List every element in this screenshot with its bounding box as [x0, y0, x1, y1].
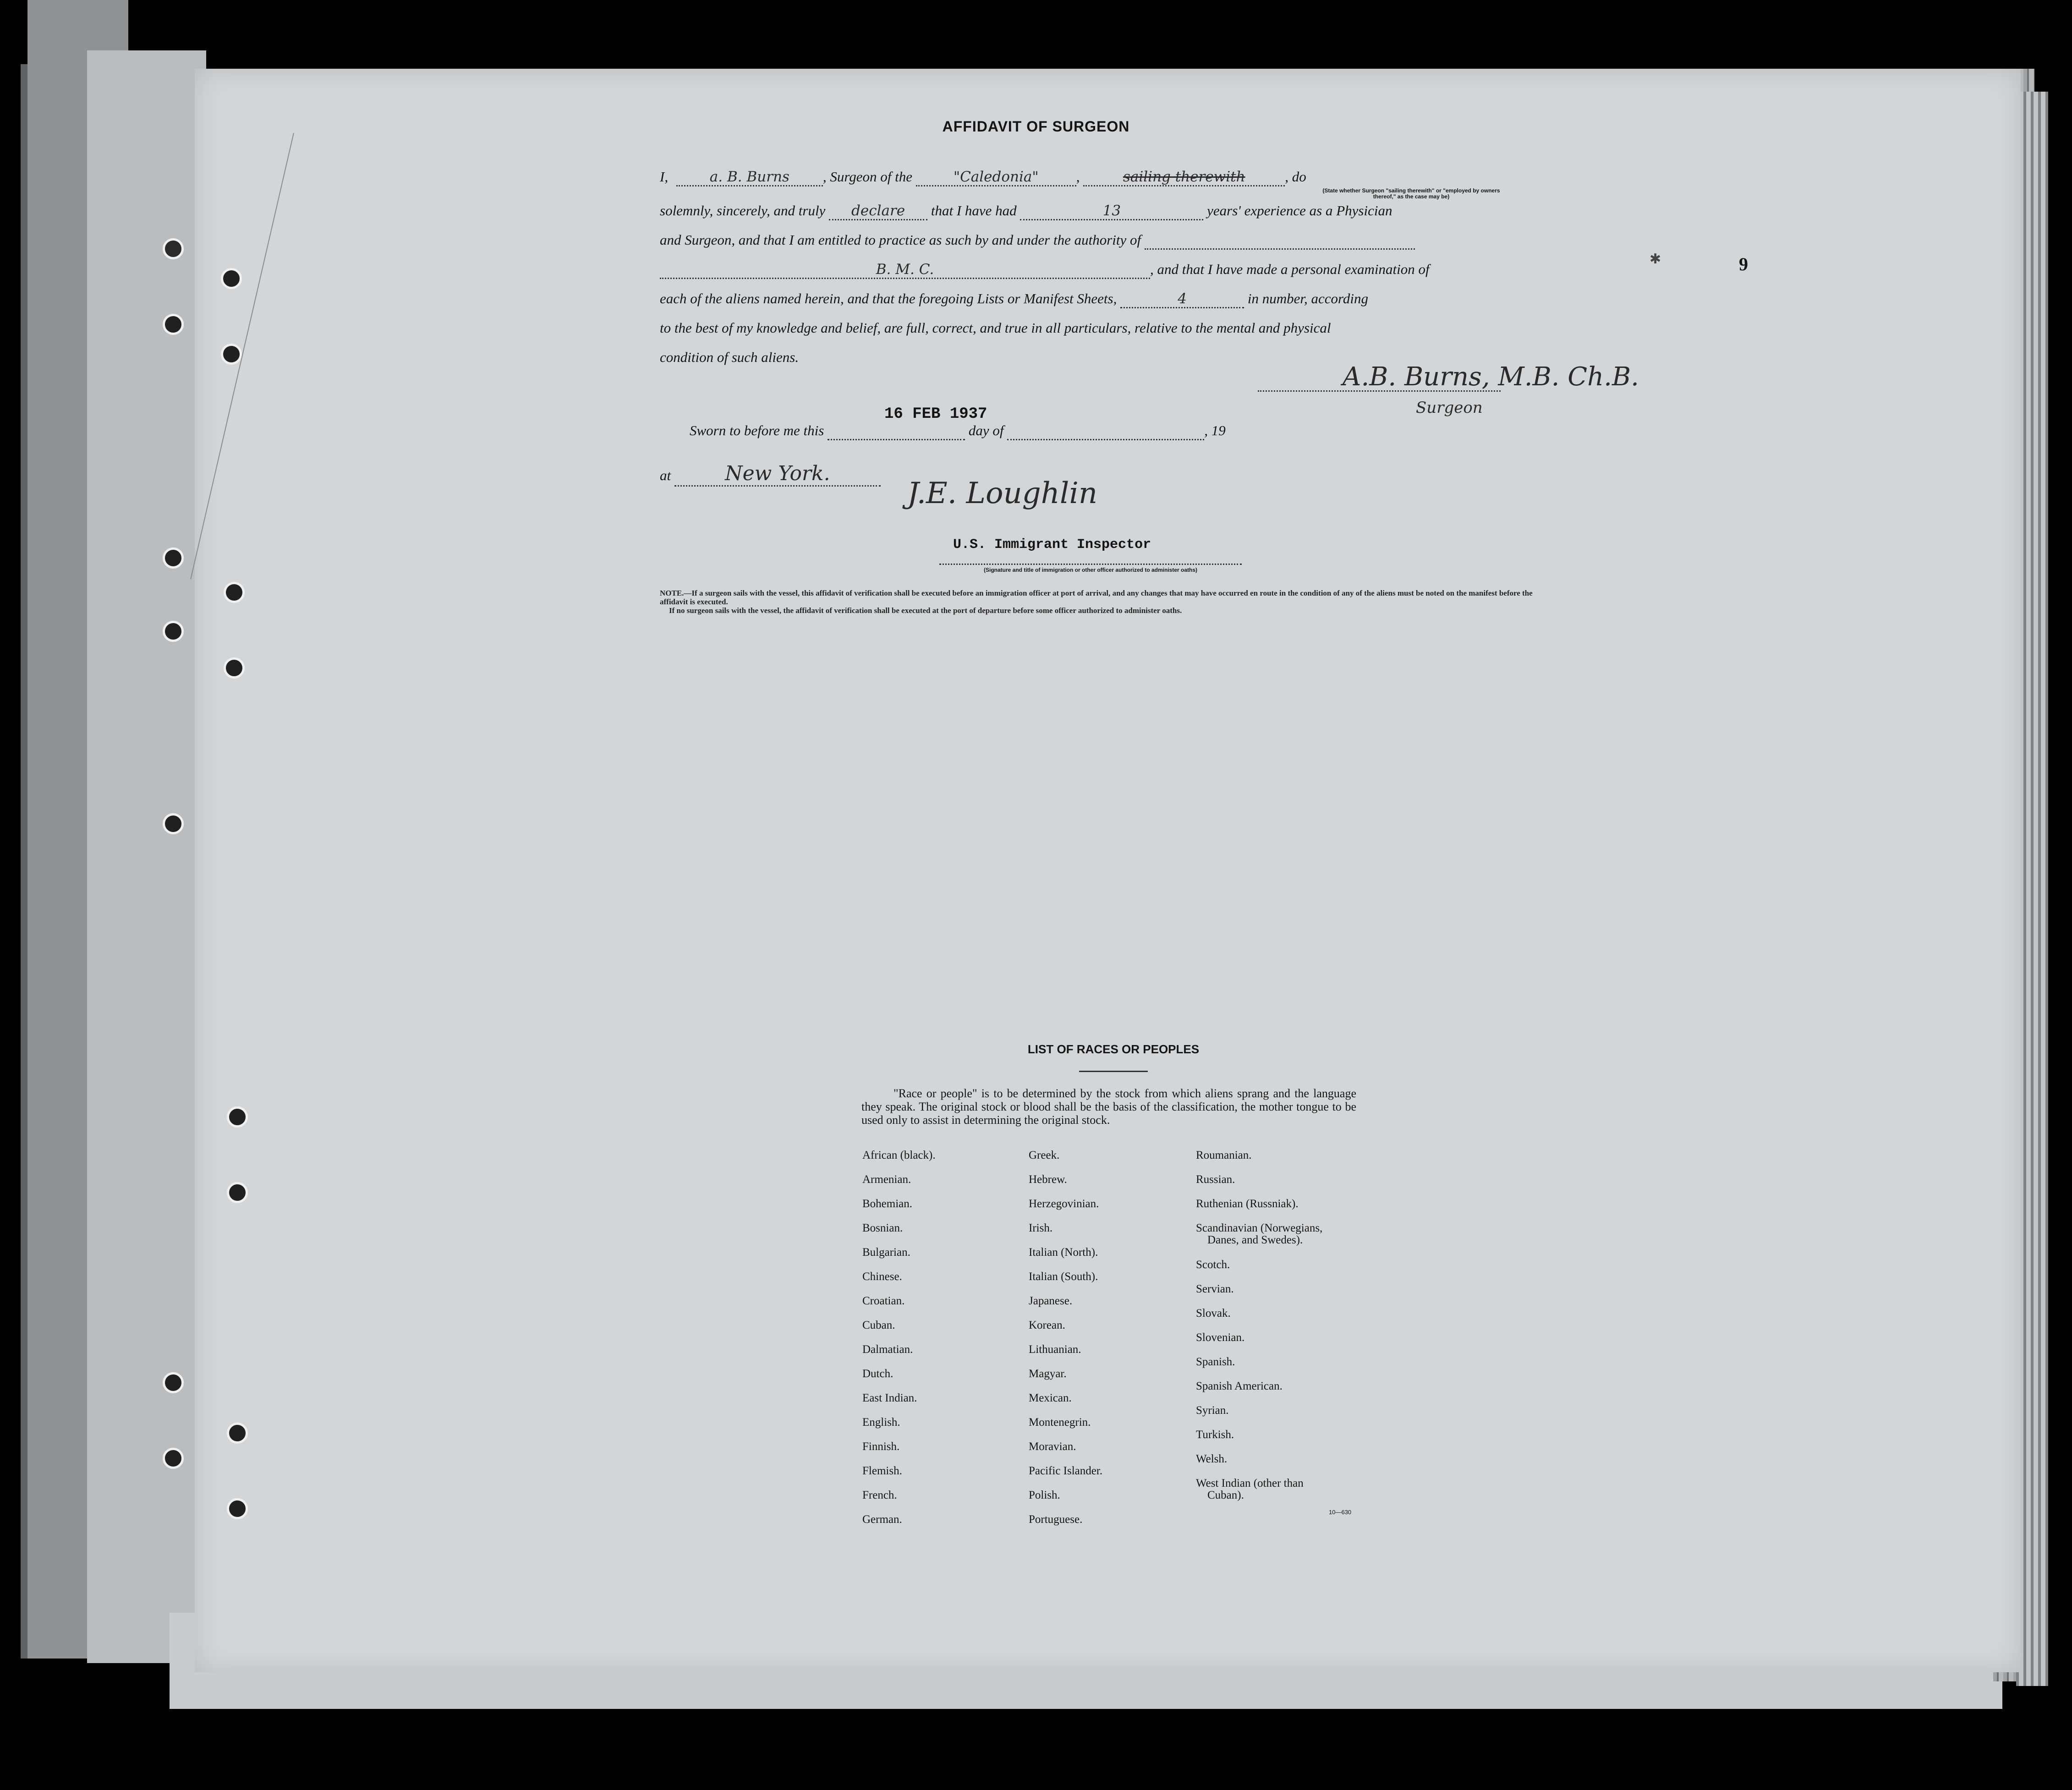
date-stamp: 16 FEB 1937: [884, 405, 987, 423]
binder-hole: [221, 268, 242, 289]
affidavit-line-3: and Surgeon, and that I am entitled to practice as such by and under the authority of: [660, 232, 1553, 250]
race-entry: Dutch.: [862, 1368, 893, 1380]
race-entry: English.: [862, 1416, 900, 1429]
inspector-caption: (Signature and title of immigration or other officer authorized to administer oaths): [983, 567, 1198, 573]
surgeon-signature: A.B. Burns, M.B. Ch.B.: [1343, 362, 1639, 392]
binder-hole: [227, 1423, 248, 1444]
race-entry: Dalmatian.: [862, 1343, 913, 1356]
affidavit-line-6: to the best of my knowledge and belief, are full, correct, and true in all particulars, relative to the mental and physical: [660, 320, 1331, 336]
binder-hole: [163, 1372, 184, 1393]
race-entry: Mexican.: [1029, 1392, 1072, 1404]
declare-field: declare: [829, 203, 927, 220]
affidavit-line-2: solemnly, sincerely, and truly declare that I have had 13 years' experience as a Physician: [660, 203, 1553, 220]
binder-hole: [224, 582, 245, 603]
inspector-signature: J.E. Loughlin: [907, 476, 1098, 510]
race-entry: Finnish.: [862, 1440, 900, 1453]
binder-hole: [163, 547, 184, 569]
inspector-title: U.S. Immigrant Inspector: [953, 537, 1151, 553]
page-mark-faint: ✱: [1650, 252, 1661, 267]
races-column-1: [862, 1143, 936, 1532]
race-entry: Irish.: [1029, 1222, 1053, 1234]
race-entry: Spanish American.: [1196, 1380, 1283, 1392]
page-number: 9: [1739, 254, 1748, 274]
race-entry: Roumanian.: [1196, 1149, 1252, 1161]
race-entry: Chinese.: [862, 1270, 902, 1283]
race-entry: East Indian.: [862, 1392, 917, 1404]
race-entry: Magyar.: [1029, 1368, 1067, 1380]
race-entry: Slovenian.: [1196, 1331, 1245, 1344]
binder-hole: [163, 238, 184, 259]
note-no-surgeon: If no surgeon sails with the vessel, the affidavit of verification shall be executed at the port of departure before some officer authorized to administer oaths.: [669, 606, 1182, 615]
affidavit-title: AFFIDAVIT OF SURGEON: [942, 118, 1130, 135]
race-entry: German.: [862, 1513, 902, 1526]
manifest-page: [195, 69, 2021, 1672]
race-entry: Russian.: [1196, 1173, 1235, 1186]
years-field: 13: [1020, 203, 1203, 220]
page-stub: [87, 50, 206, 1663]
race-entry: Cuban.: [862, 1319, 895, 1331]
race-entry: Bohemian.: [862, 1198, 913, 1210]
race-entry: Moravian.: [1029, 1440, 1076, 1453]
race-entry: Scandinavian (Norwegians, Danes, and Swedes).: [1196, 1222, 1323, 1246]
races-column-2: [1029, 1143, 1102, 1532]
races-title-rule: [1079, 1071, 1148, 1072]
race-entry: Lithuanian.: [1029, 1343, 1081, 1356]
race-entry: Welsh.: [1196, 1453, 1228, 1465]
authority-field: B. M. C.: [660, 261, 1150, 279]
binder-hole: [163, 314, 184, 335]
race-entry: Flemish.: [862, 1465, 902, 1477]
race-entry: Turkish.: [1196, 1429, 1234, 1441]
sailing-note: (State whether Surgeon "sailing therewith" or "employed by owners thereof," as the case may be): [1322, 187, 1500, 200]
affidavit-note: [660, 589, 1558, 615]
surgeon-name-field: a. B. Burns: [676, 169, 823, 186]
inspector-line: [939, 564, 1242, 565]
races-intro: "Race or people" is to be determined by the stock from which aliens sprang and the language they speak. The original stock or blood shall be the basis of the classification, the mother tongue to be used only to assist in determining the original stock.: [861, 1087, 1356, 1127]
sheets-count-field: 4: [1120, 290, 1244, 308]
race-entry: Hebrew.: [1029, 1173, 1067, 1186]
race-entry: Herzegovinian.: [1029, 1198, 1099, 1210]
affidavit-line-1: I, a. B. Burns , Surgeon of the "Caledonia" , sailing therewith , do: [660, 169, 1553, 186]
binder-hole: [163, 813, 184, 834]
race-entry: Korean.: [1029, 1319, 1065, 1331]
race-entry: Italian (South).: [1029, 1270, 1098, 1283]
races-title: LIST OF RACES OR PEOPLES: [1027, 1042, 1200, 1056]
sailing-field: sailing therewith: [1083, 169, 1285, 186]
race-entry: Pacific Islander.: [1029, 1465, 1103, 1477]
signature-line: [1258, 390, 1501, 392]
race-entry: Syrian.: [1196, 1404, 1229, 1417]
race-entry: Greek.: [1029, 1149, 1060, 1161]
race-entry: Bosnian.: [862, 1222, 903, 1234]
race-entry: Polish.: [1029, 1489, 1060, 1501]
race-entry: Italian (North).: [1029, 1246, 1098, 1259]
race-entry: Scotch.: [1196, 1259, 1230, 1271]
race-entry: Montenegrin.: [1029, 1416, 1091, 1429]
race-entry: Spanish.: [1196, 1356, 1235, 1368]
vessel-name-field: "Caledonia": [916, 169, 1076, 186]
race-entry: Bulgarian.: [862, 1246, 910, 1259]
race-entry: Portuguese.: [1029, 1513, 1083, 1526]
affidavit-line-5: each of the aliens named herein, and that the foregoing Lists or Manifest Sheets, 4 in number, according: [660, 290, 1553, 308]
surgeon-signature-title: Surgeon: [1416, 399, 1483, 417]
race-entry: French.: [862, 1489, 897, 1501]
sworn-line: Sworn to before me this day of , 19: [690, 422, 1583, 440]
race-entry: Ruthenian (Russniak).: [1196, 1198, 1299, 1210]
affidavit-line-7: condition of such aliens.: [660, 349, 799, 365]
binder-hole: [163, 1448, 184, 1469]
race-entry: African (black).: [862, 1149, 936, 1161]
race-entry: Japanese.: [1029, 1295, 1073, 1307]
race-entry: Croatian.: [862, 1295, 905, 1307]
binder-hole: [227, 1498, 248, 1519]
race-entry: Slovak.: [1196, 1307, 1231, 1319]
form-code: 10—630: [1329, 1509, 1352, 1516]
binder-hole: [163, 621, 184, 642]
binder-hole: [224, 657, 245, 679]
race-entry: West Indian (other than Cuban).: [1196, 1477, 1304, 1501]
place-line: at New York.: [660, 462, 1553, 487]
place-field: New York.: [674, 462, 881, 487]
race-entry: Servian.: [1196, 1283, 1234, 1295]
race-entry: Armenian.: [862, 1173, 911, 1186]
binder-hole: [221, 344, 242, 365]
binder-hole: [227, 1182, 248, 1203]
note-surgeon-sails: NOTE.—If a surgeon sails with the vessel, this affidavit of verification shall be executed before an immigration officer at port of arrival, and any changes that may have occurred en route in the condition of any of the aliens must be noted on the manifest before the affidavit is executed.: [660, 589, 1533, 606]
right-page-edges-outer: [2016, 92, 2048, 1686]
affidavit-line-4: B. M. C. , and that I have made a personal examination of: [660, 261, 1553, 279]
races-column-3: [1196, 1143, 1322, 1508]
binder-hole: [227, 1106, 248, 1128]
